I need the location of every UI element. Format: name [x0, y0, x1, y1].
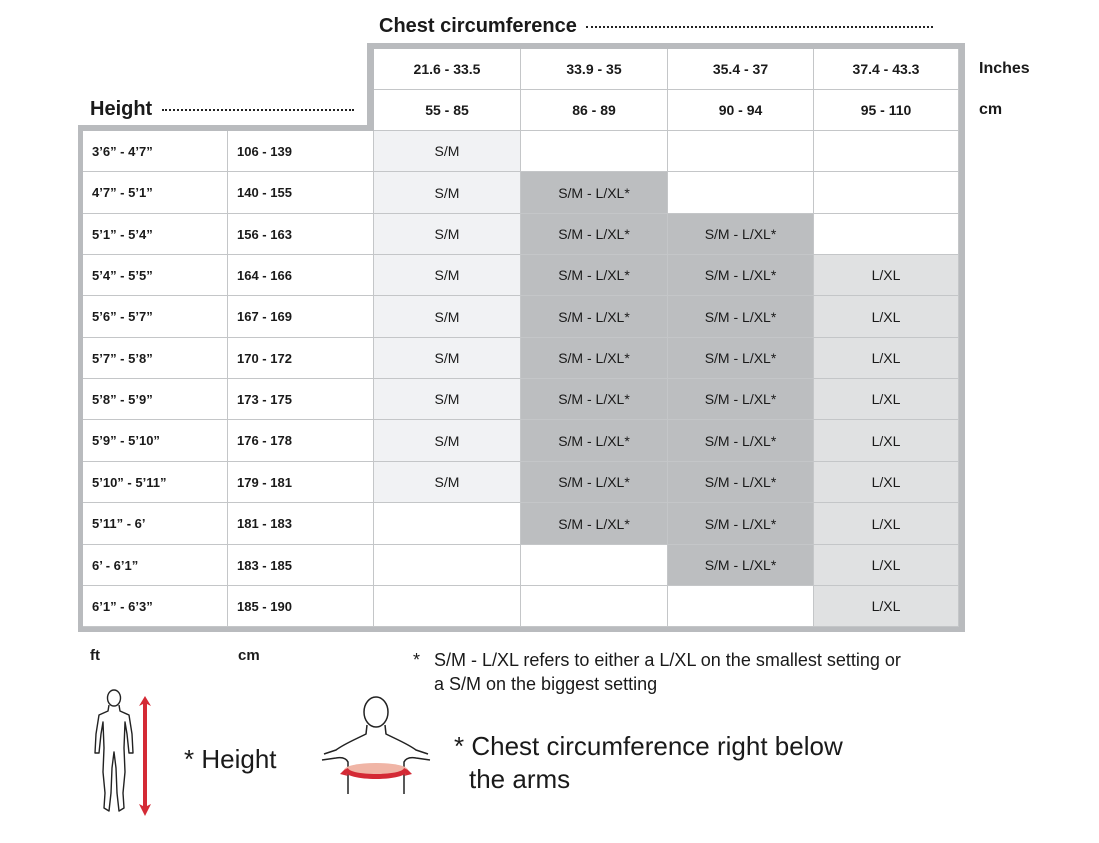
footnote-line-2: a S/M on the biggest setting — [434, 674, 658, 694]
size-cell: S/M - L/XL* — [668, 503, 814, 545]
chest-cm-cell: 86 - 89 — [521, 90, 668, 131]
unit-inches: Inches — [979, 60, 1030, 77]
size-cell: S/M — [374, 296, 521, 338]
unit-height-cm-label: cm — [238, 647, 260, 664]
empty-size-cell — [668, 586, 814, 627]
height-cm-cell: 156 - 163 — [228, 214, 374, 255]
footnote-star: * — [413, 650, 421, 670]
size-cell: S/M - L/XL* — [521, 214, 668, 255]
size-cell: S/M - L/XL* — [668, 379, 814, 420]
size-cell: L/XL — [814, 296, 959, 338]
height-cm-cell: 164 - 166 — [228, 255, 374, 296]
empty-size-cell — [668, 172, 814, 214]
height-ft-cell: 5’7” - 5’8” — [83, 338, 228, 379]
legend-chest-line-2: the arms — [469, 764, 571, 794]
size-cell: L/XL — [814, 545, 959, 586]
torso-chest-icon — [318, 690, 434, 820]
height-cm-cell: 179 - 181 — [228, 462, 374, 503]
size-cell: S/M - L/XL* — [668, 545, 814, 586]
height-cm-cell: 106 - 139 — [228, 131, 374, 172]
empty-size-cell — [521, 131, 668, 172]
size-cell: L/XL — [814, 462, 959, 503]
size-cell: S/M - L/XL* — [521, 503, 668, 545]
height-ft-cell: 5’4” - 5’5” — [83, 255, 228, 296]
empty-size-cell — [668, 131, 814, 172]
height-ft-cell: 5’9” - 5’10” — [83, 420, 228, 462]
size-cell: S/M - L/XL* — [668, 214, 814, 255]
height-cm-cell: 170 - 172 — [228, 338, 374, 379]
size-cell: S/M - L/XL* — [668, 338, 814, 379]
chest-title: Chest circumference — [379, 15, 933, 38]
chest-cm-cell: 95 - 110 — [814, 90, 959, 131]
chest-inches-cell: 37.4 - 43.3 — [814, 49, 959, 90]
size-cell: S/M - L/XL* — [521, 255, 668, 296]
size-cell: S/M — [374, 255, 521, 296]
size-cell: S/M — [374, 172, 521, 214]
height-cm-cell: 176 - 178 — [228, 420, 374, 462]
empty-size-cell — [814, 131, 959, 172]
height-ft-cell: 5’6” - 5’7” — [83, 296, 228, 338]
empty-size-cell — [814, 172, 959, 214]
size-cell: L/XL — [814, 255, 959, 296]
chest-inches-cell: 35.4 - 37 — [668, 49, 814, 90]
chest-cm-cell: 90 - 94 — [668, 90, 814, 131]
empty-size-cell — [814, 214, 959, 255]
empty-size-cell — [521, 586, 668, 627]
empty-size-cell — [374, 586, 521, 627]
size-cell: S/M - L/XL* — [668, 420, 814, 462]
height-cm-cell: 183 - 185 — [228, 545, 374, 586]
size-cell: S/M - L/XL* — [521, 462, 668, 503]
height-ft-cell: 4’7” - 5’1” — [83, 172, 228, 214]
height-ft-cell: 3’6” - 4’7” — [83, 131, 228, 172]
size-cell: S/M — [374, 462, 521, 503]
size-cell: S/M - L/XL* — [521, 420, 668, 462]
empty-size-cell — [374, 545, 521, 586]
size-cell: S/M - L/XL* — [521, 296, 668, 338]
height-ft-cell: 5’1” - 5’4” — [83, 214, 228, 255]
size-cell: L/XL — [814, 379, 959, 420]
size-cell: S/M - L/XL* — [668, 296, 814, 338]
empty-size-cell — [521, 545, 668, 586]
size-cell: L/XL — [814, 586, 959, 627]
legend-chest-line-1: * Chest circumference right below — [454, 731, 843, 761]
footnote-line-1: S/M - L/XL refers to either a L/XL on the smallest setting or — [434, 650, 901, 670]
size-cell: S/M — [374, 379, 521, 420]
empty-size-cell — [374, 503, 521, 545]
legend-height: * Height — [184, 744, 277, 774]
height-ft-cell: 6’1” - 6’3” — [83, 586, 228, 627]
height-cm-cell: 185 - 190 — [228, 586, 374, 627]
height-ft-cell: 5’10” - 5’11” — [83, 462, 228, 503]
size-cell: S/M - L/XL* — [521, 379, 668, 420]
height-cm-cell: 173 - 175 — [228, 379, 374, 420]
size-cell: S/M - L/XL* — [668, 255, 814, 296]
height-ft-cell: 6’ - 6’1” — [83, 545, 228, 586]
size-cell: L/XL — [814, 503, 959, 545]
red-vertical-arrow-icon — [137, 693, 153, 819]
size-cell: S/M - L/XL* — [668, 462, 814, 503]
unit-ft-label: ft — [90, 647, 100, 664]
height-title: Height — [90, 98, 354, 121]
chest-inches-cell: 21.6 - 33.5 — [374, 49, 521, 90]
size-cell: L/XL — [814, 420, 959, 462]
size-cell: S/M — [374, 131, 521, 172]
chest-title-dots — [586, 26, 933, 28]
height-ft-cell: 5’11” - 6’ — [83, 503, 228, 545]
size-cell: S/M — [374, 214, 521, 255]
height-ft-cell: 5’8” - 5’9” — [83, 379, 228, 420]
size-cell: S/M — [374, 420, 521, 462]
unit-cm: cm — [979, 101, 1003, 118]
size-cell: L/XL — [814, 338, 959, 379]
size-cell: S/M - L/XL* — [521, 338, 668, 379]
height-cm-cell: 167 - 169 — [228, 296, 374, 338]
size-cell: S/M — [374, 338, 521, 379]
height-cm-cell: 181 - 183 — [228, 503, 374, 545]
chest-cm-cell: 55 - 85 — [374, 90, 521, 131]
height-cm-cell: 140 - 155 — [228, 172, 374, 214]
height-title-dots — [162, 109, 354, 111]
size-cell: S/M - L/XL* — [521, 172, 668, 214]
chest-inches-cell: 33.9 - 35 — [521, 49, 668, 90]
